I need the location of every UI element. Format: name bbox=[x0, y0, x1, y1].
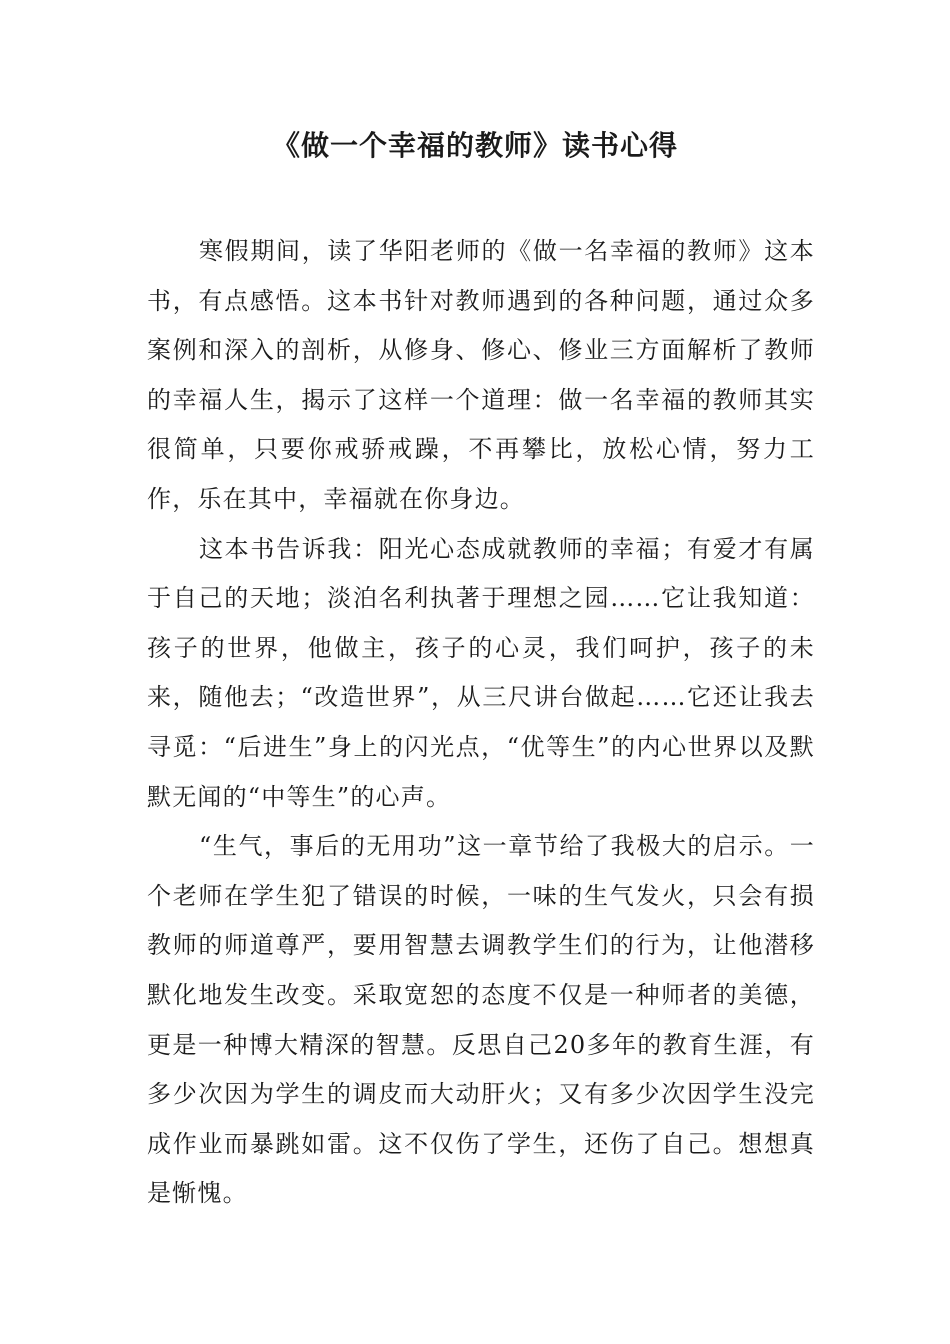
document-title: 《做一个幸福的教师》读书心得 bbox=[271, 129, 678, 162]
document-body bbox=[147, 227, 815, 1219]
paragraph-1: 寒假期间，读了华阳老师的《做一名幸福的教师》这本书，有点感悟。这本书针对教师遇到的各种问题，通过众多案例和深入的剖析，从修身、修心、修业三方面解析了教师的幸福人生，揭示了这样一个道理：做一名幸福的教师其实很简单，只要你戒骄戒躁，不再攀比，放松心情，努力工作，乐在其中，幸福就在你身边。 bbox=[147, 237, 815, 513]
paragraph-3: “生气，事后的无用功”这一章节给了我极大的启示。一个老师在学生犯了错误的时候，一味的生气发火，只会有损教师的师道尊严，要用智慧去调教学生们的行为，让他潜移默化地发生改变。采取宽恕的态度不仅是一种师者的美德，更是一种博大精深的智慧。反思自己20多年的教育生涯，有多少次因为学生的调皮而大动肝火；又有多少次因学生没完成作业而暴跳如雷。这不仅伤了学生，还伤了自己。想想真是惭愧。 bbox=[147, 832, 815, 1208]
paragraph-2: 这本书告诉我：阳光心态成就教师的幸福；有爱才有属于自己的天地；淡泊名利执著于理想之园……它让我知道：孩子的世界，他做主，孩子的心灵，我们呵护，孩子的未来，随他去；“改造世界”，从三尺讲台做起……它还让我去寻觅：“后进生”身上的闪光点，“优等生”的内心世界以及默默无闻的“中等生”的心声。 bbox=[147, 534, 815, 811]
